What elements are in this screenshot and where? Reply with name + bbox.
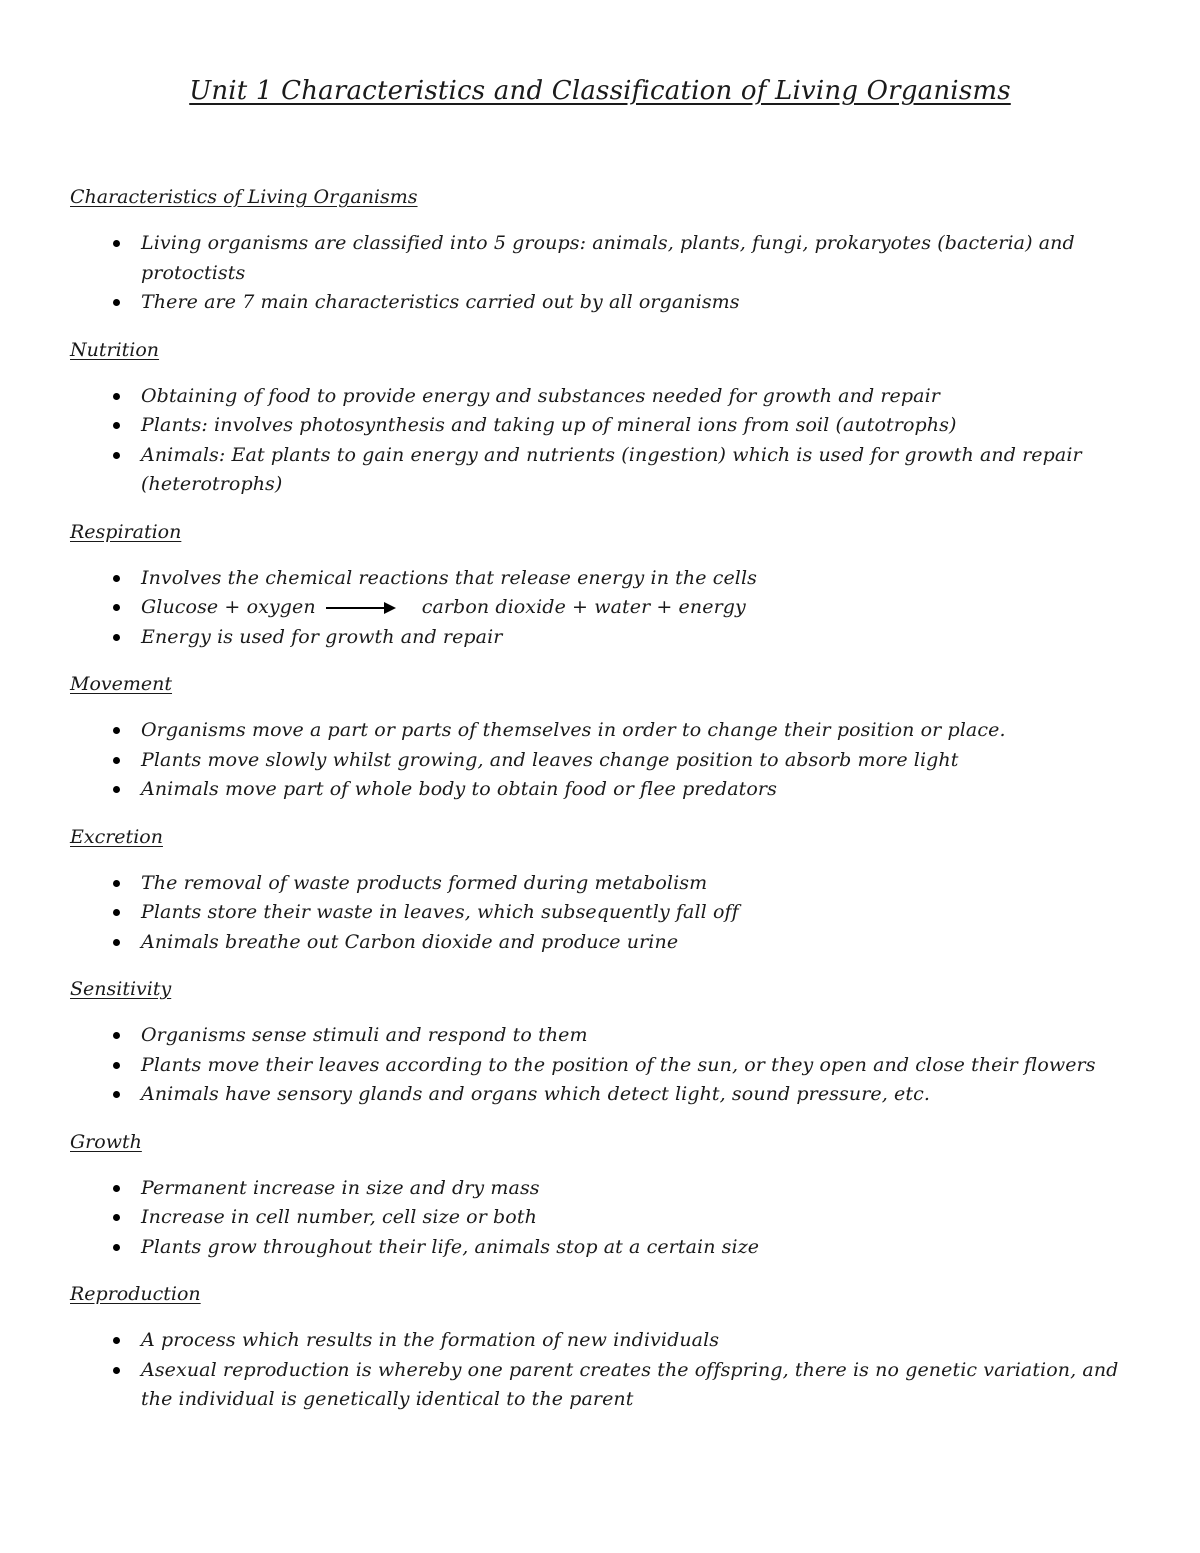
list-item: A process which results in the formation of new individuals: [70, 1326, 1130, 1356]
bullet-icon: [113, 604, 120, 611]
bullet-icon: [113, 634, 120, 641]
list-item: Obtaining of food to provide energy and substances needed for growth and repair: [70, 382, 1130, 412]
bullet-list-reproduction: [70, 1326, 1130, 1415]
bullet-icon: [113, 240, 120, 247]
list-item: Energy is used for growth and repair: [70, 623, 1130, 653]
section-heading-nutrition: Nutrition: [70, 338, 160, 361]
bullet-list-characteristics: [70, 229, 1130, 318]
document-body: [70, 183, 1130, 1415]
equation-products: carbon dioxide + water + energy: [421, 596, 746, 618]
bullet-list-respiration: [70, 564, 1130, 653]
section-heading-respiration: Respiration: [70, 520, 182, 543]
bullet-icon: [113, 299, 120, 306]
list-item: Organisms sense stimuli and respond to them: [70, 1021, 1130, 1051]
list-item: There are 7 main characteristics carried out by all organisms: [70, 288, 1130, 318]
section-heading-excretion: Excretion: [70, 825, 163, 848]
list-item: Plants store their waste in leaves, which subsequently fall off: [70, 898, 1130, 928]
list-item: Plants move slowly whilst growing, and leaves change position to absorb more light: [70, 746, 1130, 776]
bullet-icon: [113, 727, 120, 734]
bullet-icon: [113, 786, 120, 793]
list-item: Living organisms are classified into 5 groups: animals, plants, fungi, prokaryotes (bacteria) and protoctists: [70, 229, 1130, 288]
section-heading-characteristics: Characteristics of Living Organisms: [70, 186, 418, 208]
bullet-list-nutrition: [70, 382, 1130, 500]
bullet-icon: [113, 1062, 120, 1069]
bullet-icon: [113, 1214, 120, 1221]
section-heading-movement: Movement: [70, 673, 173, 695]
bullet-icon: [113, 1337, 120, 1344]
equation-reactants: Glucose + oxygen: [141, 596, 316, 618]
section-heading-reproduction: Reproduction: [70, 1283, 201, 1305]
list-item: Permanent increase in size and dry mass: [70, 1174, 1130, 1204]
list-item: Organisms move a part or parts of themselves in order to change their position or place.: [70, 716, 1130, 746]
bullet-icon: [113, 1367, 120, 1374]
list-item: The removal of waste products formed during metabolism: [70, 869, 1130, 899]
list-item: Plants move their leaves according to the position of the sun, or they open and close their flowers: [70, 1051, 1130, 1081]
bullet-list-movement: [70, 716, 1130, 805]
section-heading-sensitivity: Sensitivity: [70, 978, 172, 1000]
bullet-icon: [113, 575, 120, 582]
equation-item: [70, 593, 1130, 623]
list-item: Asexual reproduction is whereby one parent creates the offspring, there is no genetic variation, and the individual is genetically identical to the parent: [70, 1356, 1130, 1415]
list-item: Animals move part of whole body to obtain food or flee predators: [70, 775, 1130, 805]
bullet-icon: [113, 393, 120, 400]
section-heading-growth: Growth: [70, 1130, 142, 1153]
list-item: Animals have sensory glands and organs which detect light, sound pressure, etc.: [70, 1080, 1130, 1110]
list-item: Animals breathe out Carbon dioxide and produce urine: [70, 928, 1130, 958]
list-item: Involves the chemical reactions that release energy in the cells: [70, 564, 1130, 594]
list-item: Plants grow throughout their life, animals stop at a certain size: [70, 1233, 1130, 1263]
bullet-icon: [113, 1091, 120, 1098]
document-title: Unit 1 Characteristics and Classification of Living Organisms: [189, 76, 1011, 106]
bullet-icon: [113, 1032, 120, 1039]
bullet-list-sensitivity: [70, 1021, 1130, 1110]
bullet-icon: [113, 452, 120, 459]
list-item: Increase in cell number, cell size or both: [70, 1203, 1130, 1233]
bullet-list-growth: [70, 1174, 1130, 1263]
bullet-icon: [113, 422, 120, 429]
arrow-right-icon: [326, 602, 396, 614]
list-item: Plants: involves photosynthesis and taking up of mineral ions from soil (autotrophs): [70, 411, 1130, 441]
bullet-icon: [113, 1185, 120, 1192]
bullet-list-excretion: [70, 869, 1130, 958]
bullet-icon: [113, 880, 120, 887]
bullet-icon: [113, 939, 120, 946]
bullet-icon: [113, 909, 120, 916]
list-item: Animals: Eat plants to gain energy and nutrients (ingestion) which is used for growth and repair (heterotrophs): [70, 441, 1130, 500]
bullet-icon: [113, 757, 120, 764]
bullet-icon: [113, 1244, 120, 1251]
